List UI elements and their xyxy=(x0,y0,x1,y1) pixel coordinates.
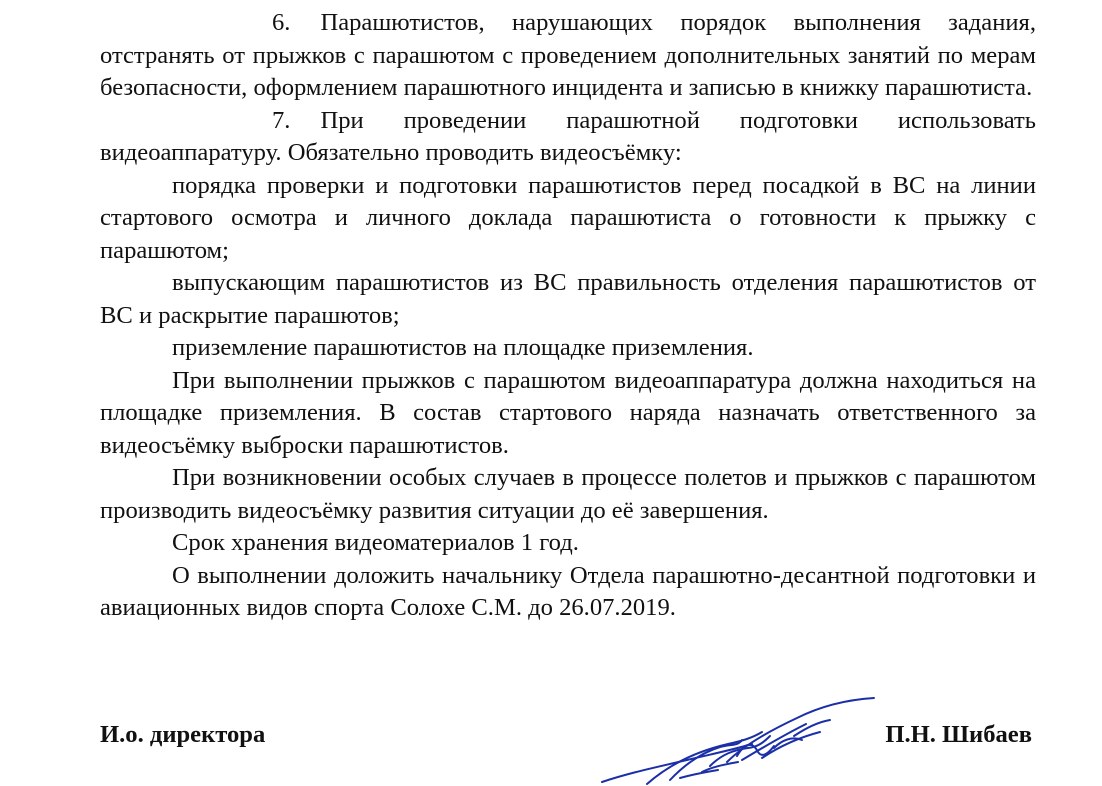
paragraph-7 xyxy=(100,105,1036,170)
paragraph-number: 7. xyxy=(272,106,291,134)
paragraph-7-note-4: О выполнении доложить начальнику Отдела парашютно-десантной подготовки и авиационных видов спорта Солохе С.М. до 26.07.2019. xyxy=(100,561,1036,621)
handwritten-signature-icon xyxy=(592,692,882,786)
paragraph-6 xyxy=(100,7,1036,105)
signer-position: И.о. директора xyxy=(100,721,266,748)
paragraph-text: Парашютистов, нарушающих порядок выполнения задания, отстранять от прыжков с парашютом с проведением дополнительных занятий по мерам безопасности, оформлением парашютного инцидента и записью в книжку парашютиста. xyxy=(100,9,1036,101)
paragraph-7-note-1: При выполнении прыжков с парашютом видеоаппаратура должна находиться на площадке приземления. В состав стартового наряда назначать ответственного за видеосъёмку выброски парашютистов. xyxy=(100,366,1036,459)
signer-name: П.Н. Шибаев xyxy=(885,721,1032,748)
paragraph-7-item-1: порядка проверки и подготовки парашютистов перед посадкой в ВС на линии стартового осмотра и личного доклада парашютиста о готовности к прыжку с парашютом; xyxy=(100,171,1036,264)
document-body xyxy=(100,7,1036,625)
paragraph-7-note-2: При возникновении особых случаев в процессе полетов и прыжков с парашютом производить видеосъёмку развития ситуации до её завершения. xyxy=(100,464,1036,524)
paragraph-number: 6. xyxy=(272,9,291,36)
signature-block xyxy=(100,721,1036,761)
paragraph-7-note-3: Срок хранения видеоматериалов 1 год. xyxy=(172,529,579,556)
paragraph-7-item-3: приземление парашютистов на площадке приземления. xyxy=(172,334,754,361)
paragraph-text: При проведении парашютной подготовки использовать видеоаппаратуру. Обязательно проводить видеосъёмку: xyxy=(100,106,1036,166)
paragraph-7-item-2: выпускающим парашютистов из ВС правильность отделения парашютистов от ВС и раскрытие парашютов; xyxy=(100,269,1036,329)
